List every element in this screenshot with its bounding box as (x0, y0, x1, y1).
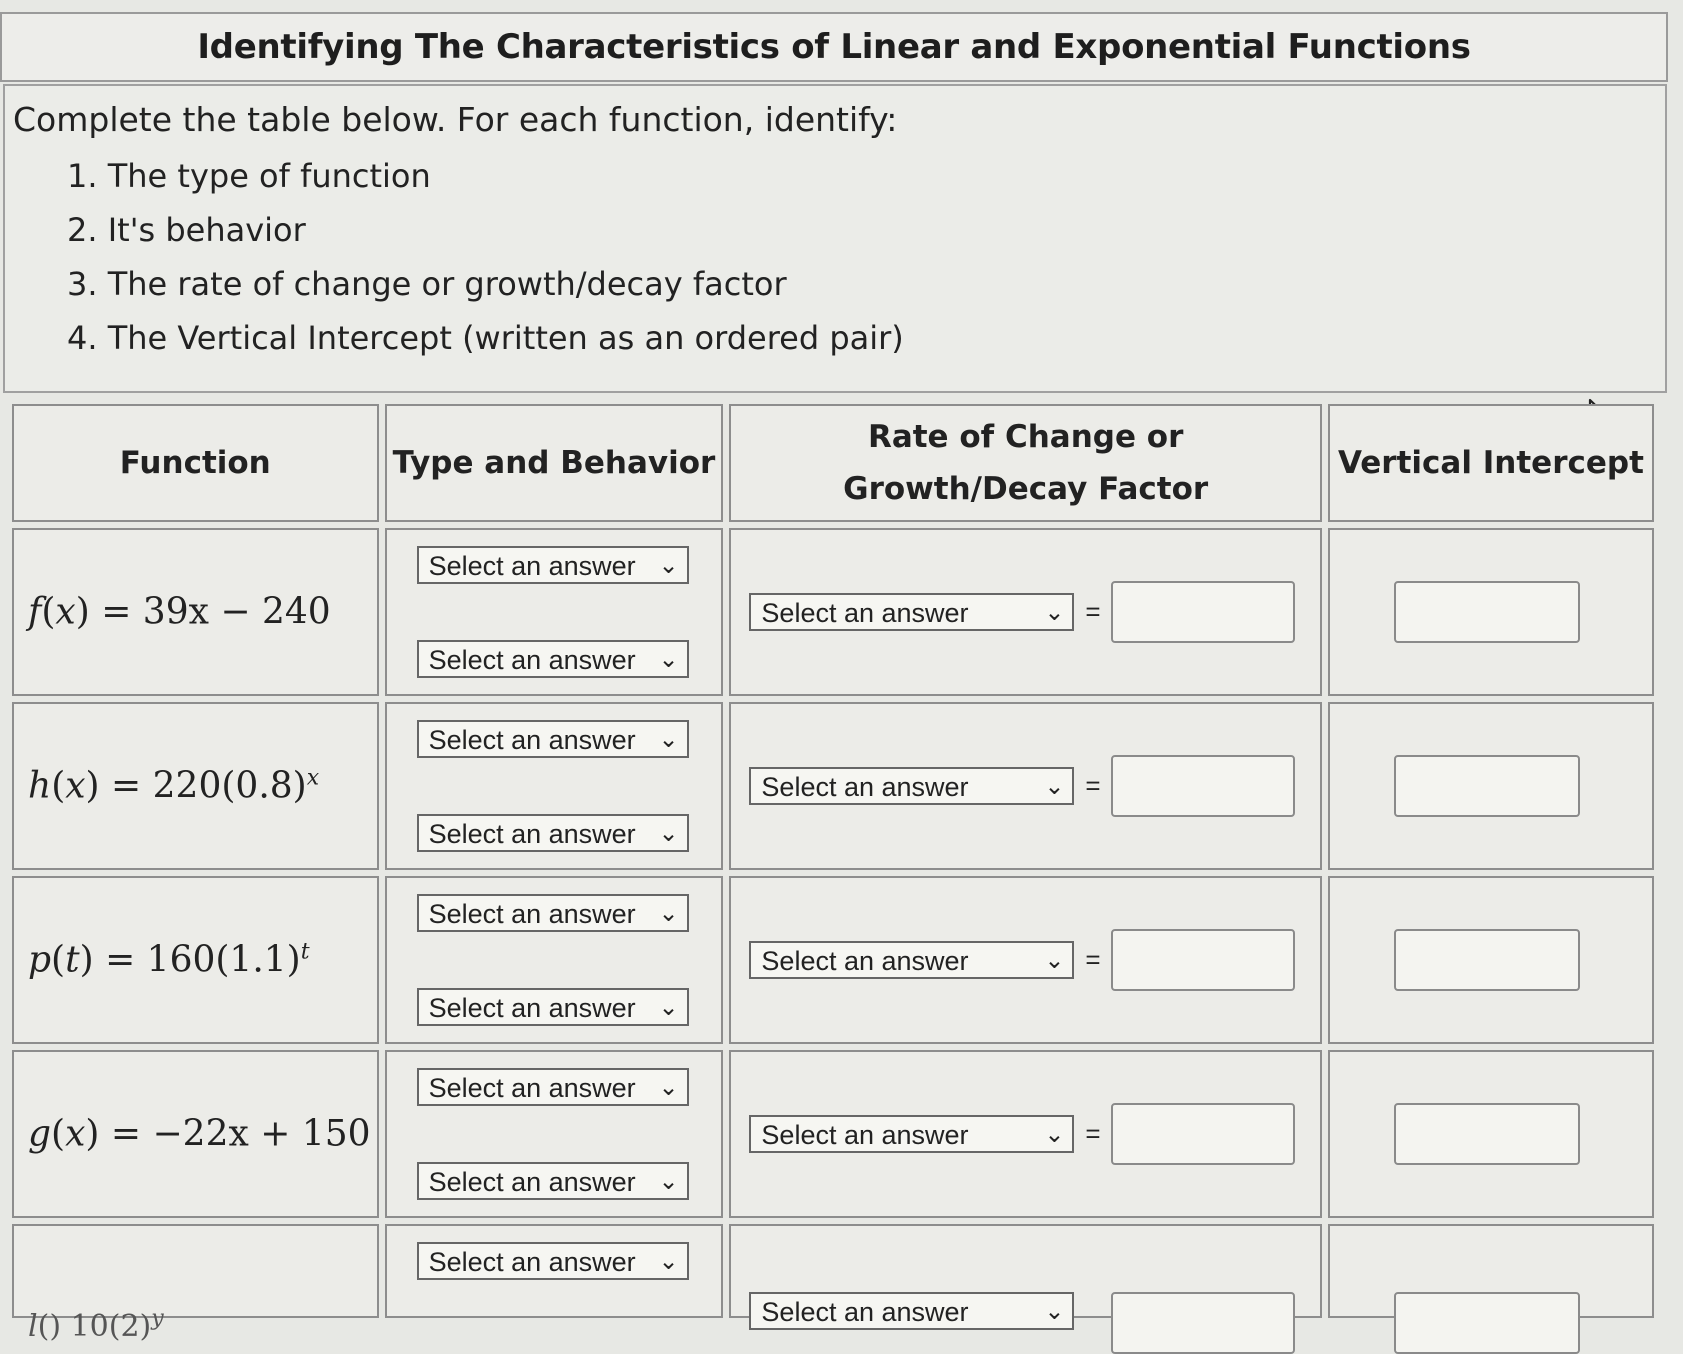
rate-value-input[interactable] (1111, 1103, 1295, 1165)
chevron-down-icon: ⌄ (658, 646, 679, 673)
select-value: Select an answer (428, 725, 636, 755)
select-value: Select an answer (761, 1297, 969, 1327)
rate-select[interactable] (749, 767, 1074, 805)
rate-value-input[interactable] (1111, 755, 1295, 817)
behavior-select[interactable] (417, 988, 689, 1026)
table-row (12, 1224, 1654, 1318)
rate-value-input[interactable] (1111, 1292, 1295, 1354)
function-cell (12, 528, 379, 696)
select-value: Select an answer (761, 1120, 969, 1150)
select-value: Select an answer (761, 598, 969, 628)
function-name: p (28, 939, 52, 981)
equals-sign: = (1085, 944, 1101, 975)
table-row (12, 702, 1654, 870)
instructions-list (67, 156, 904, 372)
table-row (12, 528, 1654, 696)
rate-select[interactable] (749, 941, 1074, 979)
select-value: Select an answer (761, 772, 969, 802)
table-body (12, 528, 1654, 1344)
page-title: Identifying The Characteristics of Linear and Exponential Functions (197, 27, 1471, 67)
chevron-down-icon: ⌄ (658, 994, 679, 1021)
select-value: Select an answer (428, 1247, 636, 1277)
table-header-row (12, 404, 1654, 522)
type-behavior-cell (385, 702, 724, 870)
answer-table (6, 398, 1660, 1344)
function-variable: x (55, 591, 76, 633)
vertical-intercept-cell (1328, 1050, 1654, 1218)
rate-cell (729, 1224, 1321, 1327)
header-vertical-intercept: Vertical Intercept (1328, 404, 1654, 522)
instruction-item: 2. It's behavior (67, 211, 306, 249)
instruction-item: 3. The rate of change or growth/decay factor (67, 265, 787, 303)
behavior-select[interactable] (417, 1162, 689, 1200)
chevron-down-icon: ⌄ (658, 1168, 679, 1195)
chevron-down-icon: ⌄ (1044, 1298, 1065, 1325)
equals-sign: = (1085, 596, 1101, 627)
function-name: g (28, 1113, 52, 1155)
function-cell (12, 876, 379, 1044)
type-select[interactable] (417, 720, 689, 758)
type-select[interactable] (417, 546, 689, 584)
vertical-intercept-cell (1328, 702, 1654, 870)
vertical-intercept-cell (1328, 528, 1654, 696)
function-exponent: t (300, 939, 310, 965)
rate-select[interactable] (749, 1115, 1074, 1153)
function-expression: f(x) = 39x − 240 (28, 591, 331, 633)
instructions-panel (3, 84, 1667, 393)
equals-sign: = (1085, 1118, 1101, 1149)
vertical-intercept-cell (1328, 1224, 1654, 1318)
function-rhs: = 160(1.1) (105, 939, 301, 981)
header-function: Function (12, 404, 379, 522)
chevron-down-icon: ⌄ (658, 900, 679, 927)
chevron-down-icon: ⌄ (658, 820, 679, 847)
function-variable: x (65, 765, 86, 807)
vertical-intercept-cell (1328, 876, 1654, 1044)
function-cell (12, 1050, 379, 1218)
function-cell (12, 1224, 379, 1344)
select-value: Select an answer (428, 1167, 636, 1197)
function-name: f (28, 591, 42, 633)
select-value: Select an answer (428, 899, 636, 929)
rate-value-input[interactable] (1111, 581, 1295, 643)
function-rhs: = 39x − 240 (101, 591, 331, 633)
table-row (12, 1050, 1654, 1218)
equals-sign: = (1085, 770, 1101, 801)
function-name: l (28, 1309, 38, 1344)
function-rhs: 10(2) (70, 1309, 152, 1344)
rate-cell (729, 528, 1321, 696)
header-rate (729, 404, 1321, 522)
chevron-down-icon: ⌄ (1044, 1121, 1065, 1148)
select-value: Select an answer (428, 819, 636, 849)
function-variable: x (65, 1113, 86, 1155)
function-expression: $p(t) = 160(1.1)^t$ (28, 939, 310, 981)
function-variable: t (65, 939, 80, 981)
instruction-item: 4. The Vertical Intercept (written as an ordered pair) (67, 319, 904, 357)
rate-select[interactable] (749, 1292, 1074, 1330)
select-value: Select an answer (428, 645, 636, 675)
behavior-select[interactable] (417, 814, 689, 852)
title-bar (0, 12, 1668, 82)
instruction-item: 1. The type of function (67, 157, 431, 195)
chevron-down-icon: ⌄ (1044, 773, 1065, 800)
function-cell (12, 702, 379, 870)
function-rhs: = 220(0.8) (111, 765, 307, 807)
vertical-intercept-input[interactable] (1394, 581, 1580, 643)
header-rate-line1: Rate of Change or (867, 419, 1184, 455)
type-behavior-cell (385, 1050, 724, 1218)
function-expression: l() $10(2)^y$ (28, 1306, 164, 1344)
chevron-down-icon: ⌄ (658, 1074, 679, 1101)
header-rate-line2: Growth/Decay Factor (843, 471, 1209, 507)
chevron-down-icon: ⌄ (1044, 947, 1065, 974)
function-exponent: y (151, 1306, 164, 1331)
type-behavior-cell (385, 1224, 724, 1318)
function-expression: g(x) = −22x + 150 (28, 1113, 371, 1155)
type-select[interactable] (417, 1068, 689, 1106)
instructions-intro: Complete the table below. For each function, identify: (13, 100, 898, 139)
rate-select[interactable] (749, 593, 1074, 631)
vertical-intercept-input[interactable] (1394, 1292, 1580, 1354)
behavior-select[interactable] (417, 640, 689, 678)
chevron-down-icon: ⌄ (658, 552, 679, 579)
function-rhs: = −22x + 150 (110, 1113, 371, 1155)
type-select[interactable] (417, 1242, 689, 1280)
function-expression: $h(x) = 220(0.8)^x$ (28, 765, 320, 807)
chevron-down-icon: ⌄ (658, 1248, 679, 1275)
rate-cell (729, 702, 1321, 870)
select-value: Select an answer (428, 1073, 636, 1103)
type-behavior-cell (385, 528, 724, 696)
vertical-intercept-input[interactable] (1394, 929, 1580, 991)
function-exponent: x (306, 765, 320, 791)
table-row (12, 876, 1654, 1044)
rate-value-input[interactable] (1111, 929, 1295, 991)
select-value: Select an answer (428, 993, 636, 1023)
type-select[interactable] (417, 894, 689, 932)
rate-cell (729, 1050, 1321, 1218)
chevron-down-icon: ⌄ (1044, 599, 1065, 626)
header-type-behavior: Type and Behavior (385, 404, 724, 522)
type-behavior-cell (385, 876, 724, 1044)
vertical-intercept-input[interactable] (1394, 1103, 1580, 1165)
select-value: Select an answer (761, 946, 969, 976)
function-name: h (28, 765, 52, 807)
chevron-down-icon: ⌄ (658, 726, 679, 753)
rate-cell (729, 876, 1321, 1044)
vertical-intercept-input[interactable] (1394, 755, 1580, 817)
select-value: Select an answer (428, 551, 636, 581)
